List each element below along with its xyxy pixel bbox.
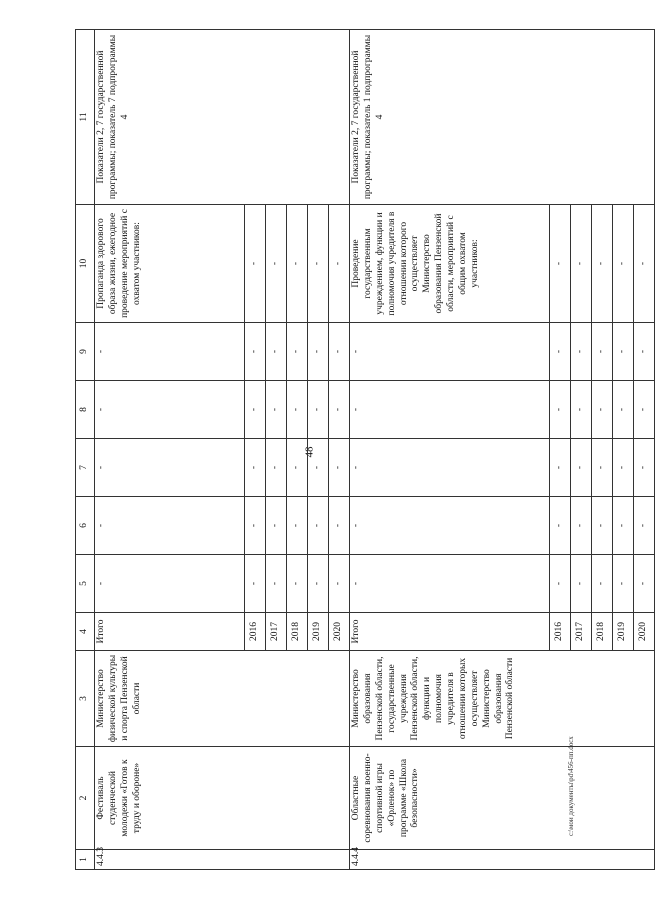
year-cell: 2017 (571, 613, 592, 651)
header-cell: 2 (76, 747, 95, 850)
value-cell: - (95, 381, 245, 439)
year-cell: 2020 (329, 613, 350, 651)
value-cell: - (592, 323, 613, 381)
value-cell: - (308, 381, 329, 439)
value-cell: - (308, 439, 329, 497)
value-cell: - (287, 323, 308, 381)
year-result-cell: - (613, 205, 634, 323)
value-cell: - (613, 497, 634, 555)
value-cell: - (287, 497, 308, 555)
value-cell: - (634, 555, 655, 613)
value-cell: - (266, 381, 287, 439)
year-cell: 2020 (634, 613, 655, 651)
header-cell: 1 (76, 850, 95, 870)
value-cell: - (592, 439, 613, 497)
row-number-cell: 4.4.3 (95, 850, 350, 870)
value-cell: - (634, 323, 655, 381)
value-cell: - (634, 497, 655, 555)
header-cell: 11 (76, 30, 95, 205)
value-cell: - (571, 555, 592, 613)
indicator-cell: Показатели 2, 7 государственной программы; показатель 1 подпрограммы 4 (350, 30, 655, 205)
value-cell: - (308, 323, 329, 381)
value-cell: - (634, 381, 655, 439)
year-result-cell: - (245, 205, 266, 323)
table-row (95, 30, 245, 870)
value-cell: - (329, 439, 350, 497)
value-cell: - (245, 497, 266, 555)
value-cell: - (266, 555, 287, 613)
value-cell: - (571, 323, 592, 381)
value-cell: - (329, 497, 350, 555)
result-cell: Проведение государственным учреждением, функции и полномочия учредителя в отношении которого осуществляет Министерство образования Пензенской области, мероприятий с общим охватом участников: (350, 205, 550, 323)
value-cell: - (245, 555, 266, 613)
value-cell: - (287, 555, 308, 613)
header-cell: 4 (76, 613, 95, 651)
value-cell: - (350, 323, 550, 381)
value-cell: - (287, 381, 308, 439)
value-cell: - (613, 555, 634, 613)
year-result-cell: - (266, 205, 287, 323)
total-label-cell: Итого (350, 613, 550, 651)
value-cell: - (95, 555, 245, 613)
year-result-cell: - (287, 205, 308, 323)
value-cell: - (571, 439, 592, 497)
value-cell: - (550, 439, 571, 497)
total-label-cell: Итого (95, 613, 245, 651)
value-cell: - (95, 323, 245, 381)
header-cell: 5 (76, 555, 95, 613)
value-cell: - (308, 555, 329, 613)
value-cell: - (308, 497, 329, 555)
value-cell: - (266, 497, 287, 555)
year-cell: 2019 (613, 613, 634, 651)
year-cell: 2018 (592, 613, 613, 651)
value-cell: - (592, 381, 613, 439)
event-name-cell: Областные соревнования военно-спортивной игры «Орленок» по программе «Школа безопасности» (350, 747, 655, 850)
year-cell: 2018 (287, 613, 308, 651)
value-cell: - (266, 323, 287, 381)
page-number: 48 (303, 446, 316, 458)
executor-cell: Министерство физической культуры и спорта Пензенской области (95, 651, 350, 747)
row-number-cell: 4.4.4 (350, 850, 655, 870)
value-cell: - (95, 439, 245, 497)
result-cell: Пропаганда здорового образа жизни, ежегодное проведение мероприятий с охватом участников: (95, 205, 245, 323)
value-cell: - (550, 381, 571, 439)
value-cell: - (571, 381, 592, 439)
header-cell: 7 (76, 439, 95, 497)
value-cell: - (613, 439, 634, 497)
value-cell: - (287, 439, 308, 497)
value-cell: - (350, 497, 550, 555)
value-cell: - (245, 381, 266, 439)
year-result-cell: - (329, 205, 350, 323)
value-cell: - (329, 555, 350, 613)
value-cell: - (329, 381, 350, 439)
indicator-cell: Показатели 2, 7 государственной программы; показатель 7 подпрограммы 4 (95, 30, 350, 205)
year-result-cell: - (592, 205, 613, 323)
value-cell: - (329, 323, 350, 381)
value-cell: - (592, 497, 613, 555)
year-result-cell: - (571, 205, 592, 323)
year-result-cell: - (308, 205, 329, 323)
value-cell: - (613, 381, 634, 439)
year-cell: 2017 (266, 613, 287, 651)
year-cell: 2016 (245, 613, 266, 651)
header-row (76, 30, 95, 870)
value-cell: - (571, 497, 592, 555)
year-result-cell: - (550, 205, 571, 323)
value-cell: - (350, 381, 550, 439)
header-cell: 8 (76, 381, 95, 439)
value-cell: - (350, 439, 550, 497)
year-cell: 2016 (550, 613, 571, 651)
rotated-table-wrapper (75, 30, 649, 870)
executor-cell: Министерство образования Пензенской области, государственные учреждения Пензенской области, функции и полномочия учредителя в отношении которых осуществляет Министерство образования Пензенской области (350, 651, 655, 747)
table-row (350, 30, 550, 870)
value-cell: - (550, 497, 571, 555)
year-cell: 2019 (308, 613, 329, 651)
value-cell: - (634, 439, 655, 497)
value-cell: - (550, 555, 571, 613)
value-cell: - (592, 555, 613, 613)
header-cell: 3 (76, 651, 95, 747)
footer-file-path: c:\мои документы\pd\456-пп.docx (567, 736, 575, 836)
year-result-cell: - (634, 205, 655, 323)
value-cell: - (350, 555, 550, 613)
header-cell: 10 (76, 205, 95, 323)
value-cell: - (266, 439, 287, 497)
value-cell: - (613, 323, 634, 381)
value-cell: - (550, 323, 571, 381)
event-name-cell: Фестиваль студенческой молодежи «Готов к труду и обороне» (95, 747, 350, 850)
header-cell: 6 (76, 497, 95, 555)
value-cell: - (245, 323, 266, 381)
value-cell: - (245, 439, 266, 497)
value-cell: - (95, 497, 245, 555)
header-cell: 9 (76, 323, 95, 381)
